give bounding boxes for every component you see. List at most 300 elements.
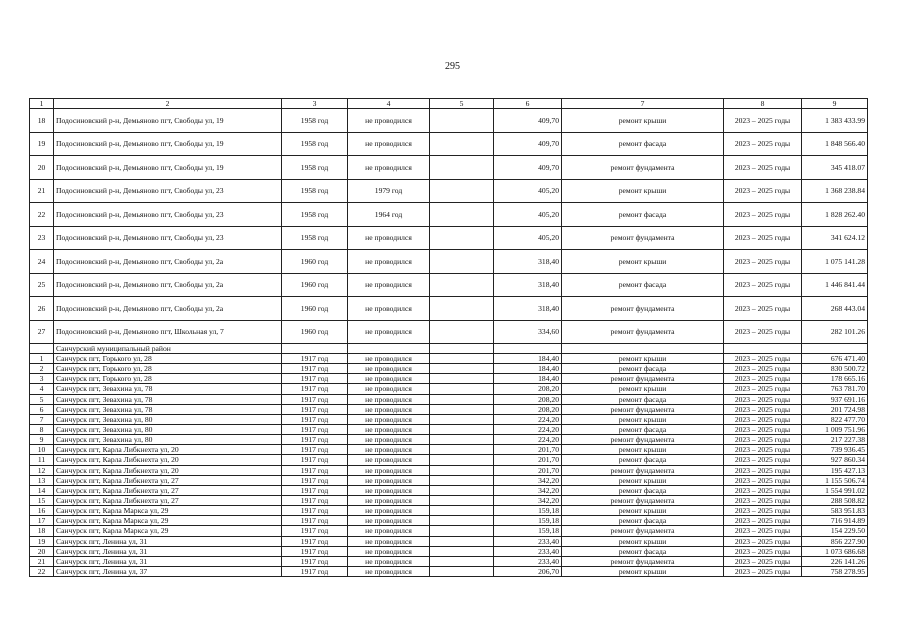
period-cell: 2023 – 2025 годы [724, 203, 802, 227]
table-row [30, 424, 868, 434]
period-cell: 2023 – 2025 годы [724, 226, 802, 250]
work-type-cell: ремонт фундамента [562, 556, 724, 566]
commissioning-year-cell: 1917 год [282, 526, 348, 536]
column-5-cell [430, 156, 494, 180]
last-repair-cell: не проводился [348, 445, 430, 455]
period-cell: 2023 – 2025 годы [724, 273, 802, 297]
period-cell: 2023 – 2025 годы [724, 404, 802, 414]
work-type-cell: ремонт фасада [562, 132, 724, 156]
commissioning-year-cell: 1958 год [282, 109, 348, 133]
work-type-cell: ремонт фасада [562, 516, 724, 526]
column-5-cell [430, 384, 494, 394]
address-cell: Подосиновский р-н, Демьяново пгт, Свободы ул, 2а [54, 273, 282, 297]
work-type-cell: ремонт крыши [562, 445, 724, 455]
address-cell: Подосиновский р-н, Демьяново пгт, Свободы ул, 2а [54, 250, 282, 274]
address-cell: Санчурск пгт, Горького ул, 28 [54, 354, 282, 364]
area-cell: 224,20 [494, 435, 562, 445]
column-5-cell [430, 364, 494, 374]
commissioning-year-cell: 1917 год [282, 414, 348, 424]
period-cell: 2023 – 2025 годы [724, 414, 802, 424]
row-number-cell: 1 [30, 354, 54, 364]
area-cell: 184,40 [494, 354, 562, 364]
address-cell: Подосиновский р-н, Демьяново пгт, Свободы ул, 23 [54, 226, 282, 250]
column-5-cell [430, 506, 494, 516]
work-type-cell: ремонт фасада [562, 455, 724, 465]
area-cell: 224,20 [494, 424, 562, 434]
address-cell: Санчурск пгт, Зевахина ул, 80 [54, 435, 282, 445]
column-5-cell [430, 475, 494, 485]
work-type-cell: ремонт фундамента [562, 526, 724, 536]
column-header: 2 [54, 99, 282, 109]
area-cell: 334,60 [494, 320, 562, 344]
table-row [30, 364, 868, 374]
work-type-cell: ремонт фундамента [562, 320, 724, 344]
period-cell: 2023 – 2025 годы [724, 424, 802, 434]
row-number-cell: 2 [30, 364, 54, 374]
cost-cell: 288 508.82 [802, 495, 868, 505]
area-cell: 233,40 [494, 536, 562, 546]
cost-cell: 1 383 433.99 [802, 109, 868, 133]
work-type-cell: ремонт фасада [562, 364, 724, 374]
table-row [30, 404, 868, 414]
area-cell: 409,70 [494, 156, 562, 180]
column-5-cell [430, 226, 494, 250]
commissioning-year-cell: 1958 год [282, 226, 348, 250]
commissioning-year-cell: 1958 год [282, 132, 348, 156]
section-title: Санчурский муниципальный район [54, 344, 282, 354]
cost-cell: 1 848 566.40 [802, 132, 868, 156]
cost-cell: 226 141.26 [802, 556, 868, 566]
cost-cell: 341 624.12 [802, 226, 868, 250]
table-row [30, 320, 868, 344]
area-cell: 201,70 [494, 445, 562, 455]
area-cell: 159,18 [494, 526, 562, 536]
address-cell: Санчурск пгт, Карла Маркса ул, 29 [54, 526, 282, 536]
period-cell: 2023 – 2025 годы [724, 435, 802, 445]
area-cell: 405,20 [494, 179, 562, 203]
column-header: 1 [30, 99, 54, 109]
area-cell: 159,18 [494, 516, 562, 526]
section-empty-cell [348, 344, 430, 354]
table-row [30, 475, 868, 485]
area-cell: 201,70 [494, 465, 562, 475]
cost-cell: 758 278.95 [802, 566, 868, 576]
address-cell: Санчурск пгт, Ленина ул, 31 [54, 556, 282, 566]
table-row [30, 414, 868, 424]
last-repair-cell: не проводился [348, 546, 430, 556]
commissioning-year-cell: 1917 год [282, 516, 348, 526]
commissioning-year-cell: 1917 год [282, 506, 348, 516]
table-row [30, 485, 868, 495]
row-number-cell: 21 [30, 179, 54, 203]
column-header: 9 [802, 99, 868, 109]
area-cell: 159,18 [494, 506, 562, 516]
last-repair-cell: не проводился [348, 374, 430, 384]
area-cell: 342,20 [494, 485, 562, 495]
commissioning-year-cell: 1958 год [282, 156, 348, 180]
period-cell: 2023 – 2025 годы [724, 445, 802, 455]
cost-cell: 1 009 751.96 [802, 424, 868, 434]
column-5-cell [430, 320, 494, 344]
cost-cell: 345 418.07 [802, 156, 868, 180]
section-empty-cell [282, 344, 348, 354]
address-cell: Санчурск пгт, Горького ул, 28 [54, 374, 282, 384]
section-empty-cell [494, 344, 562, 354]
column-5-cell [430, 297, 494, 321]
work-type-cell: ремонт фасада [562, 546, 724, 556]
period-cell: 2023 – 2025 годы [724, 546, 802, 556]
period-cell: 2023 – 2025 годы [724, 297, 802, 321]
row-number-cell: 19 [30, 536, 54, 546]
period-cell: 2023 – 2025 годы [724, 250, 802, 274]
last-repair-cell: не проводился [348, 384, 430, 394]
table-row [30, 394, 868, 404]
period-cell: 2023 – 2025 годы [724, 455, 802, 465]
cost-cell: 201 724.98 [802, 404, 868, 414]
period-cell: 2023 – 2025 годы [724, 475, 802, 485]
cost-cell: 583 951.83 [802, 506, 868, 516]
work-type-cell: ремонт фундамента [562, 374, 724, 384]
commissioning-year-cell: 1917 год [282, 445, 348, 455]
row-number-cell: 7 [30, 414, 54, 424]
period-cell: 2023 – 2025 годы [724, 179, 802, 203]
column-5-cell [430, 354, 494, 364]
area-cell: 208,20 [494, 394, 562, 404]
table-row [30, 179, 868, 203]
column-5-cell [430, 536, 494, 546]
table-row [30, 354, 868, 364]
column-5-cell [430, 109, 494, 133]
work-type-cell: ремонт фундамента [562, 404, 724, 414]
commissioning-year-cell: 1960 год [282, 250, 348, 274]
table-row [30, 445, 868, 455]
row-number-cell: 19 [30, 132, 54, 156]
section-empty-cell [562, 344, 724, 354]
cost-cell: 856 227.90 [802, 536, 868, 546]
area-cell: 409,70 [494, 132, 562, 156]
last-repair-cell: не проводился [348, 495, 430, 505]
table-row [30, 435, 868, 445]
area-cell: 233,40 [494, 546, 562, 556]
cost-cell: 763 781.70 [802, 384, 868, 394]
commissioning-year-cell: 1917 год [282, 404, 348, 414]
period-cell: 2023 – 2025 годы [724, 354, 802, 364]
table-row [30, 156, 868, 180]
commissioning-year-cell: 1917 год [282, 536, 348, 546]
table-row [30, 506, 868, 516]
cost-cell: 154 229.50 [802, 526, 868, 536]
row-number-cell: 3 [30, 374, 54, 384]
commissioning-year-cell: 1960 год [282, 320, 348, 344]
cost-cell: 822 477.70 [802, 414, 868, 424]
table-row [30, 556, 868, 566]
address-cell: Санчурск пгт, Карла Либкнехта ул, 20 [54, 455, 282, 465]
repair-program-table [29, 98, 868, 577]
commissioning-year-cell: 1917 год [282, 364, 348, 374]
last-repair-cell: не проводился [348, 394, 430, 404]
table-row [30, 465, 868, 475]
column-5-cell [430, 179, 494, 203]
area-cell: 318,40 [494, 273, 562, 297]
row-number-cell: 22 [30, 203, 54, 227]
column-5-cell [430, 203, 494, 227]
area-cell: 208,20 [494, 384, 562, 394]
work-type-cell: ремонт крыши [562, 109, 724, 133]
address-cell: Санчурск пгт, Карла Маркса ул, 29 [54, 506, 282, 516]
address-cell: Санчурск пгт, Карла Либкнехта ул, 27 [54, 475, 282, 485]
period-cell: 2023 – 2025 годы [724, 566, 802, 576]
cost-cell: 1 554 991.02 [802, 485, 868, 495]
table-row [30, 203, 868, 227]
row-number-cell: 21 [30, 556, 54, 566]
work-type-cell: ремонт фасада [562, 273, 724, 297]
last-repair-cell: 1979 год [348, 179, 430, 203]
table-row [30, 495, 868, 505]
work-type-cell: ремонт фасада [562, 424, 724, 434]
period-cell: 2023 – 2025 годы [724, 506, 802, 516]
area-cell: 405,20 [494, 203, 562, 227]
column-5-cell [430, 394, 494, 404]
section-spacer-cell [30, 344, 54, 354]
row-number-cell: 13 [30, 475, 54, 485]
row-number-cell: 20 [30, 546, 54, 556]
area-cell: 224,20 [494, 414, 562, 424]
area-cell: 233,40 [494, 556, 562, 566]
cost-cell: 1 368 238.84 [802, 179, 868, 203]
table-row [30, 546, 868, 556]
work-type-cell: ремонт фасада [562, 485, 724, 495]
column-header: 4 [348, 99, 430, 109]
last-repair-cell: не проводился [348, 364, 430, 374]
address-cell: Подосиновский р-н, Демьяново пгт, Свободы ул, 19 [54, 156, 282, 180]
work-type-cell: ремонт фасада [562, 394, 724, 404]
address-cell: Подосиновский р-н, Демьяново пгт, Свободы ул, 2а [54, 297, 282, 321]
last-repair-cell: не проводился [348, 526, 430, 536]
commissioning-year-cell: 1917 год [282, 374, 348, 384]
area-cell: 318,40 [494, 297, 562, 321]
section-empty-cell [802, 344, 868, 354]
work-type-cell: ремонт фундамента [562, 297, 724, 321]
column-5-cell [430, 250, 494, 274]
row-number-cell: 25 [30, 273, 54, 297]
table-row [30, 226, 868, 250]
address-cell: Санчурск пгт, Карла Либкнехта ул, 20 [54, 465, 282, 475]
last-repair-cell: не проводился [348, 475, 430, 485]
work-type-cell: ремонт фундамента [562, 435, 724, 445]
row-number-cell: 26 [30, 297, 54, 321]
period-cell: 2023 – 2025 годы [724, 364, 802, 374]
area-cell: 206,70 [494, 566, 562, 576]
page-number: 295 [445, 61, 460, 72]
work-type-cell: ремонт крыши [562, 179, 724, 203]
column-5-cell [430, 556, 494, 566]
column-5-cell [430, 273, 494, 297]
address-cell: Подосиновский р-н, Демьяново пгт, Свободы ул, 23 [54, 203, 282, 227]
cost-cell: 1 155 506.74 [802, 475, 868, 485]
row-number-cell: 17 [30, 516, 54, 526]
period-cell: 2023 – 2025 годы [724, 485, 802, 495]
period-cell: 2023 – 2025 годы [724, 526, 802, 536]
cost-cell: 282 101.26 [802, 320, 868, 344]
last-repair-cell: не проводился [348, 250, 430, 274]
period-cell: 2023 – 2025 годы [724, 495, 802, 505]
work-type-cell: ремонт крыши [562, 566, 724, 576]
row-number-cell: 8 [30, 424, 54, 434]
area-cell: 342,20 [494, 495, 562, 505]
area-cell: 184,40 [494, 374, 562, 384]
period-cell: 2023 – 2025 годы [724, 384, 802, 394]
column-header: 6 [494, 99, 562, 109]
row-number-cell: 6 [30, 404, 54, 414]
column-header: 8 [724, 99, 802, 109]
work-type-cell: ремонт крыши [562, 475, 724, 485]
area-cell: 318,40 [494, 250, 562, 274]
commissioning-year-cell: 1917 год [282, 475, 348, 485]
row-number-cell: 18 [30, 526, 54, 536]
work-type-cell: ремонт крыши [562, 384, 724, 394]
work-type-cell: ремонт фундамента [562, 495, 724, 505]
commissioning-year-cell: 1958 год [282, 179, 348, 203]
cost-cell: 1 075 141.28 [802, 250, 868, 274]
column-5-cell [430, 424, 494, 434]
column-header: 7 [562, 99, 724, 109]
address-cell: Санчурск пгт, Зевахина ул, 78 [54, 404, 282, 414]
address-cell: Санчурск пгт, Ленина ул, 37 [54, 566, 282, 576]
address-cell: Подосиновский р-н, Демьяново пгт, Свободы ул, 19 [54, 132, 282, 156]
last-repair-cell: не проводился [348, 424, 430, 434]
address-cell: Санчурск пгт, Зевахина ул, 78 [54, 394, 282, 404]
row-number-cell: 20 [30, 156, 54, 180]
cost-cell: 268 443.04 [802, 297, 868, 321]
commissioning-year-cell: 1917 год [282, 566, 348, 576]
period-cell: 2023 – 2025 годы [724, 394, 802, 404]
cost-cell: 927 860.34 [802, 455, 868, 465]
area-cell: 184,40 [494, 364, 562, 374]
last-repair-cell: не проводился [348, 536, 430, 546]
table-row [30, 455, 868, 465]
last-repair-cell: не проводился [348, 320, 430, 344]
last-repair-cell: не проводился [348, 297, 430, 321]
commissioning-year-cell: 1917 год [282, 556, 348, 566]
address-cell: Санчурск пгт, Карла Либкнехта ул, 27 [54, 495, 282, 505]
work-type-cell: ремонт крыши [562, 506, 724, 516]
period-cell: 2023 – 2025 годы [724, 109, 802, 133]
work-type-cell: ремонт крыши [562, 536, 724, 546]
row-number-cell: 16 [30, 506, 54, 516]
address-cell: Санчурск пгт, Карла Маркса ул, 29 [54, 516, 282, 526]
row-number-cell: 23 [30, 226, 54, 250]
column-5-cell [430, 404, 494, 414]
table-body [30, 99, 868, 577]
last-repair-cell: не проводился [348, 354, 430, 364]
column-5-cell [430, 374, 494, 384]
commissioning-year-cell: 1917 год [282, 495, 348, 505]
last-repair-cell: не проводился [348, 516, 430, 526]
address-cell: Санчурск пгт, Зевахина ул, 80 [54, 414, 282, 424]
commissioning-year-cell: 1917 год [282, 546, 348, 556]
last-repair-cell: не проводился [348, 226, 430, 250]
row-number-cell: 9 [30, 435, 54, 445]
cost-cell: 676 471.40 [802, 354, 868, 364]
commissioning-year-cell: 1917 год [282, 435, 348, 445]
last-repair-cell: не проводился [348, 435, 430, 445]
last-repair-cell: не проводился [348, 109, 430, 133]
last-repair-cell: не проводился [348, 556, 430, 566]
table-row [30, 109, 868, 133]
commissioning-year-cell: 1917 год [282, 424, 348, 434]
column-5-cell [430, 132, 494, 156]
column-number-header-row [30, 99, 868, 109]
column-5-cell [430, 495, 494, 505]
commissioning-year-cell: 1917 год [282, 394, 348, 404]
last-repair-cell: 1964 год [348, 203, 430, 227]
work-type-cell: ремонт крыши [562, 414, 724, 424]
row-number-cell: 15 [30, 495, 54, 505]
period-cell: 2023 – 2025 годы [724, 374, 802, 384]
address-cell: Санчурск пгт, Зевахина ул, 80 [54, 424, 282, 434]
address-cell: Санчурск пгт, Зевахина ул, 78 [54, 384, 282, 394]
cost-cell: 716 914.89 [802, 516, 868, 526]
commissioning-year-cell: 1958 год [282, 203, 348, 227]
column-5-cell [430, 465, 494, 475]
row-number-cell: 12 [30, 465, 54, 475]
row-number-cell: 11 [30, 455, 54, 465]
work-type-cell: ремонт фундамента [562, 156, 724, 180]
row-number-cell: 27 [30, 320, 54, 344]
cost-cell: 1 446 841.44 [802, 273, 868, 297]
commissioning-year-cell: 1917 год [282, 465, 348, 475]
last-repair-cell: не проводился [348, 455, 430, 465]
period-cell: 2023 – 2025 годы [724, 320, 802, 344]
table-row [30, 273, 868, 297]
column-5-cell [430, 516, 494, 526]
work-type-cell: ремонт фундамента [562, 465, 724, 475]
section-empty-cell [724, 344, 802, 354]
row-number-cell: 22 [30, 566, 54, 576]
table-row [30, 526, 868, 536]
last-repair-cell: не проводился [348, 485, 430, 495]
section-row [30, 344, 868, 354]
row-number-cell: 24 [30, 250, 54, 274]
row-number-cell: 14 [30, 485, 54, 495]
commissioning-year-cell: 1917 год [282, 384, 348, 394]
table-row [30, 132, 868, 156]
column-5-cell [430, 526, 494, 536]
cost-cell: 178 665.16 [802, 374, 868, 384]
table-row [30, 384, 868, 394]
period-cell: 2023 – 2025 годы [724, 516, 802, 526]
area-cell: 208,20 [494, 404, 562, 414]
area-cell: 405,20 [494, 226, 562, 250]
last-repair-cell: не проводился [348, 404, 430, 414]
cost-cell: 217 227.38 [802, 435, 868, 445]
cost-cell: 739 936.45 [802, 445, 868, 455]
address-cell: Санчурск пгт, Карла Либкнехта ул, 27 [54, 485, 282, 495]
period-cell: 2023 – 2025 годы [724, 556, 802, 566]
address-cell: Санчурск пгт, Ленина ул, 31 [54, 536, 282, 546]
commissioning-year-cell: 1917 год [282, 354, 348, 364]
row-number-cell: 18 [30, 109, 54, 133]
column-5-cell [430, 455, 494, 465]
cost-cell: 1 073 686.68 [802, 546, 868, 556]
address-cell: Санчурск пгт, Карла Либкнехта ул, 20 [54, 445, 282, 455]
work-type-cell: ремонт фасада [562, 203, 724, 227]
work-type-cell: ремонт крыши [562, 354, 724, 364]
period-cell: 2023 – 2025 годы [724, 132, 802, 156]
period-cell: 2023 – 2025 годы [724, 156, 802, 180]
work-type-cell: ремонт крыши [562, 250, 724, 274]
address-cell: Санчурск пгт, Ленина ул, 31 [54, 546, 282, 556]
